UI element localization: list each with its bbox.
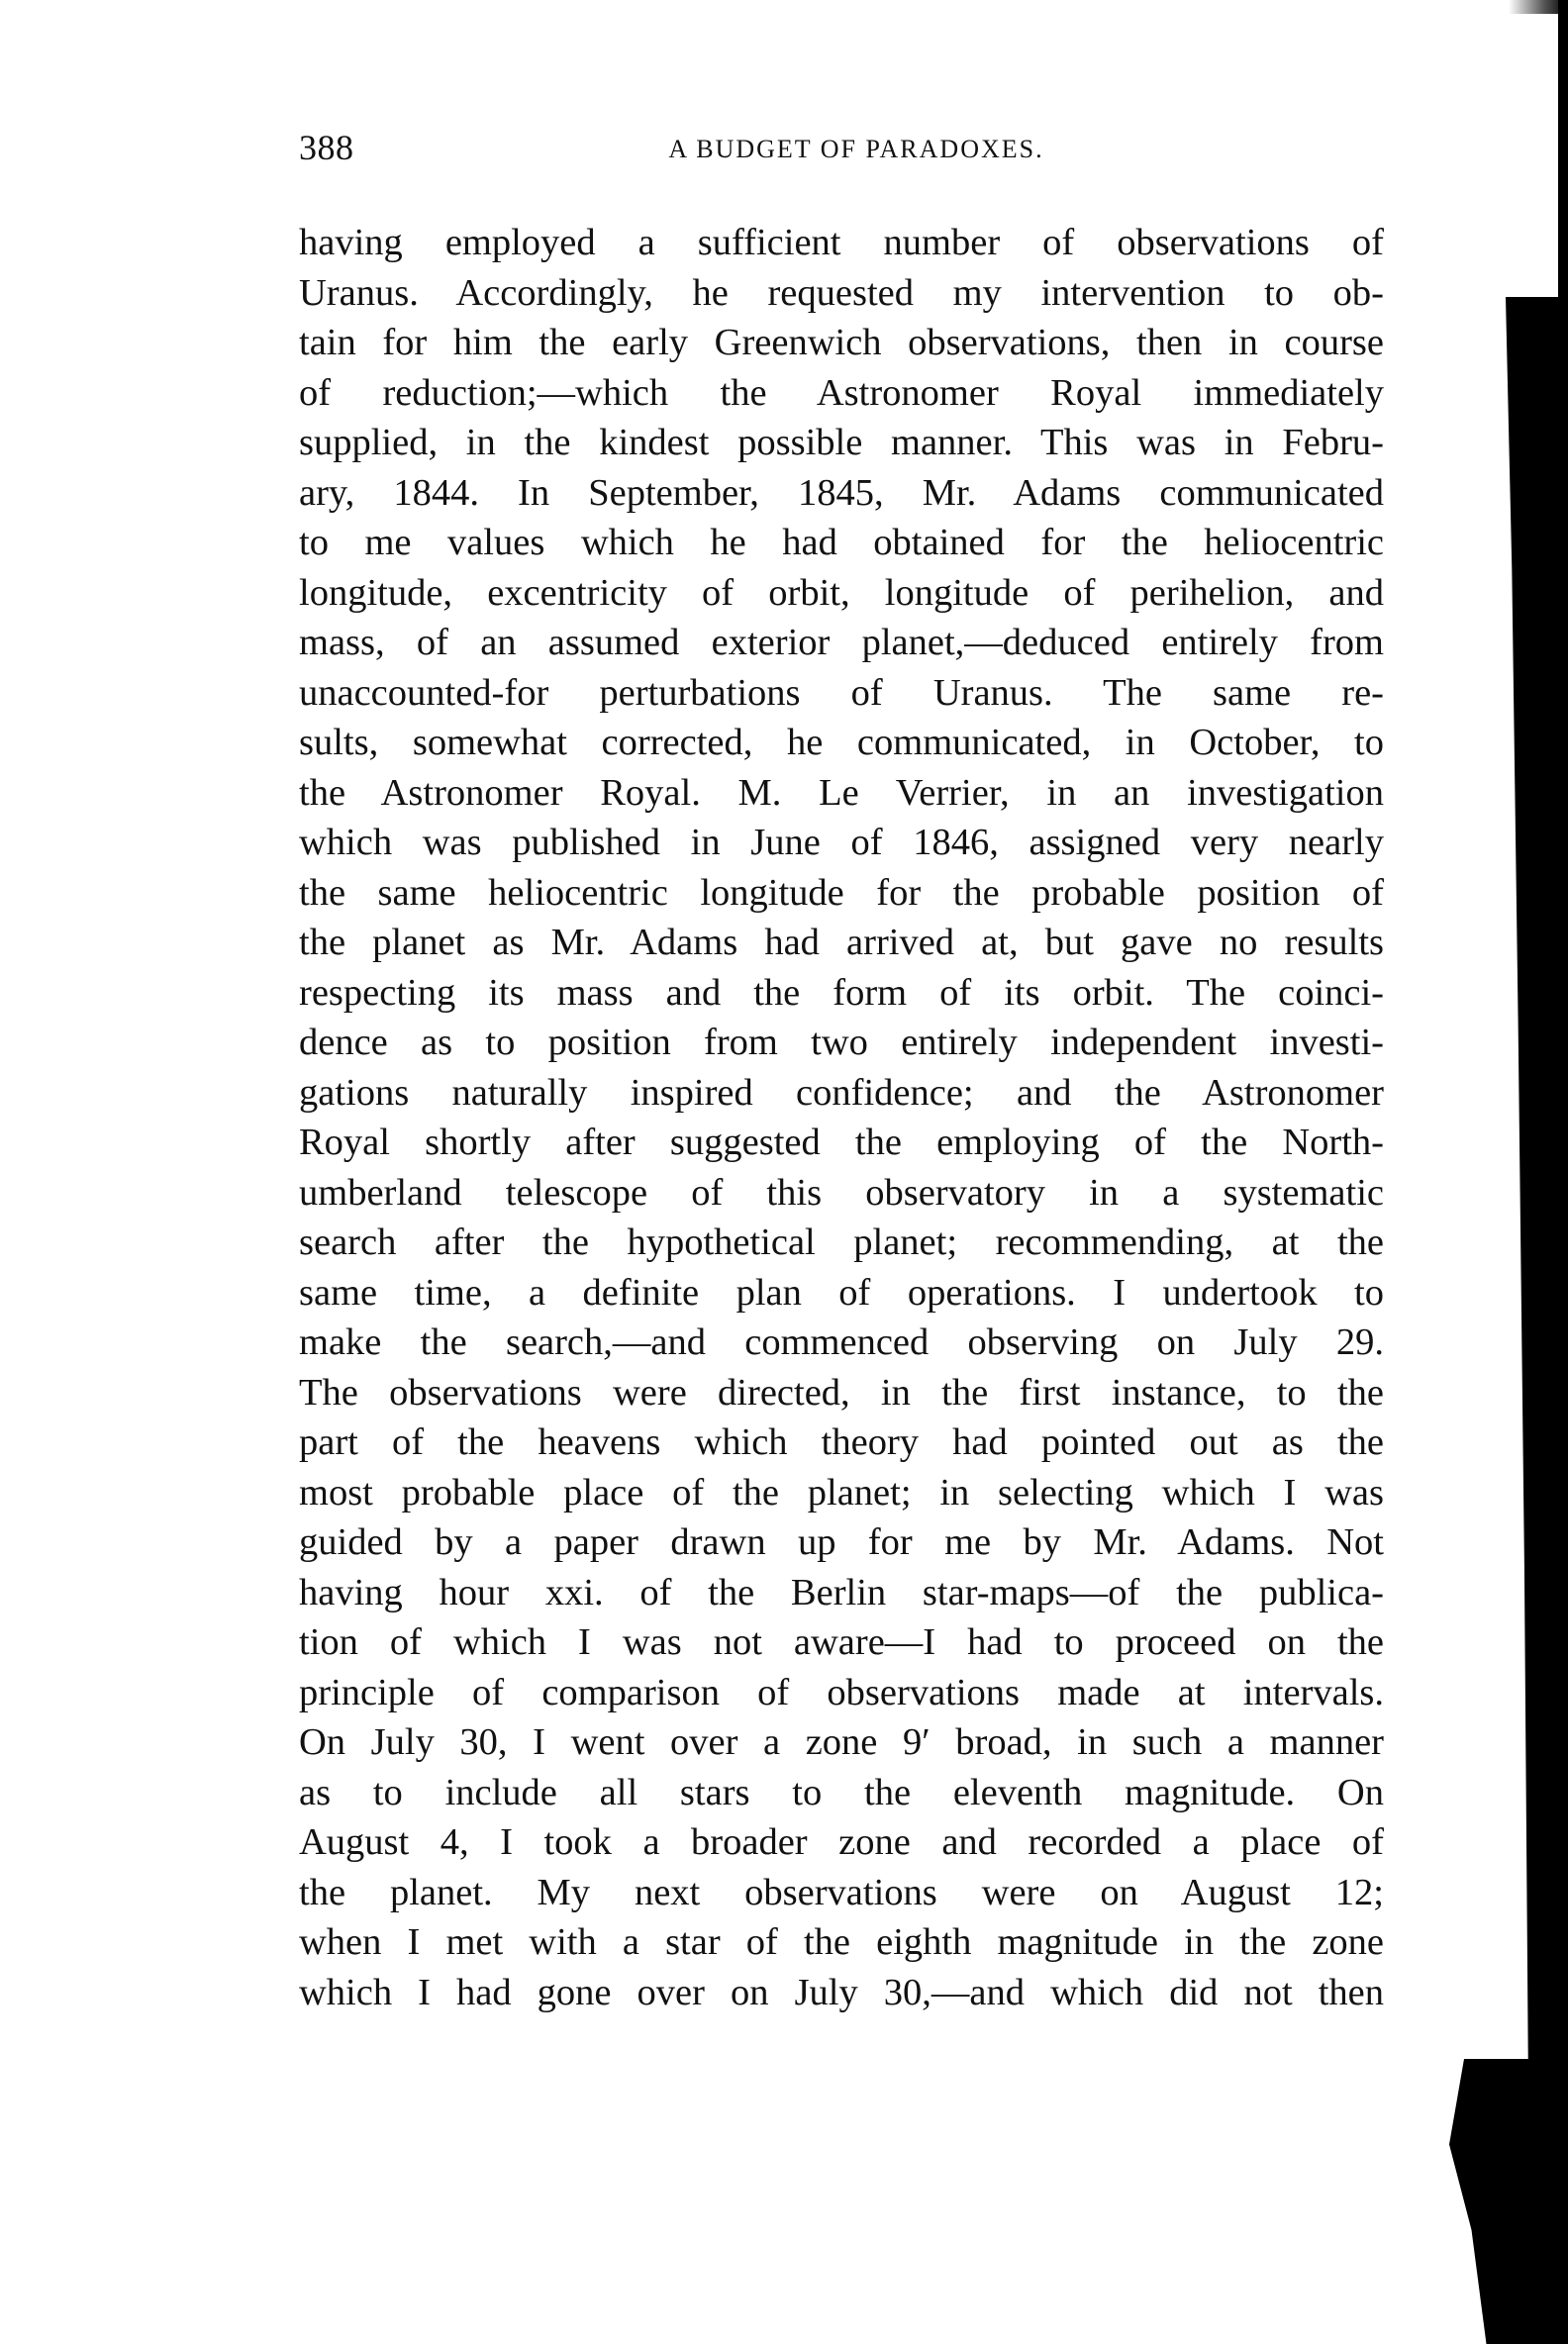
text-line: dence as to position from two entirely independent investi- xyxy=(299,1022,1384,1063)
text-line: supplied, in the kindest possible manner. This was in Febru- xyxy=(299,422,1384,463)
body-paragraph xyxy=(299,218,1384,2017)
text-line: tain for him the early Greenwich observations, then in course xyxy=(299,322,1384,363)
text-line: as to include all stars to the eleventh magnitude. On xyxy=(299,1771,1384,1813)
text-line: sults, somewhat corrected, he communicated, in October, to xyxy=(299,722,1384,763)
page-header xyxy=(299,127,1384,176)
text-line: the planet. My next observations were on August 12; xyxy=(299,1871,1384,1913)
text-line: same time, a definite plan of operations. I undertook to xyxy=(299,1271,1384,1314)
running-title: A BUDGET OF PARADOXES. xyxy=(668,135,1044,163)
text-line: August 4, I took a broader zone and recorded a place of xyxy=(299,1821,1384,1863)
text-line: principle of comparison of observations made at intervals. xyxy=(299,1671,1384,1713)
text-line: when I met with a star of the eighth magnitude in the zone xyxy=(299,1921,1384,1963)
scan-binding-shadow xyxy=(1420,2059,1568,2344)
text-line: most probable place of the planet; in selecting which I was xyxy=(299,1471,1384,1514)
text-line: umberland telescope of this observatory in a systematic xyxy=(299,1171,1384,1214)
text-line: unaccounted-for perturbations of Uranus. The same re- xyxy=(299,671,1384,714)
text-line: gations naturally inspired confidence; and the Astronomer xyxy=(299,1071,1384,1114)
text-line: On July 30, I went over a zone 9′ broad, in such a manner xyxy=(299,1721,1384,1763)
scan-binding-shadow xyxy=(1464,297,1568,2108)
text-line: having hour xxi. of the Berlin star-maps—of the publica- xyxy=(299,1571,1384,1613)
text-line: the planet as Mr. Adams had arrived at, but gave no results xyxy=(299,922,1384,963)
text-line: ary, 1844. In September, 1845, Mr. Adams communicated xyxy=(299,471,1384,514)
text-line: which I had gone over on July 30,—and which did not then xyxy=(299,1971,1384,2013)
text-line: respecting its mass and the form of its orbit. The coinci- xyxy=(299,971,1384,1014)
page-number: 388 xyxy=(299,128,354,167)
text-line: Royal shortly after suggested the employing of the North- xyxy=(299,1122,1384,1163)
scan-edge-shadow xyxy=(1558,0,1568,327)
text-line: part of the heavens which theory had pointed out as the xyxy=(299,1421,1384,1463)
text-line: having employed a sufficient number of observations of xyxy=(299,222,1384,263)
text-line: guided by a paper drawn up for me by Mr. Adams. Not xyxy=(299,1521,1384,1563)
text-line: mass, of an assumed exterior planet,—deduced entirely from xyxy=(299,622,1384,663)
text-line: Uranus. Accordingly, he requested my intervention to ob- xyxy=(299,271,1384,314)
text-line: to me values which he had obtained for the heliocentric xyxy=(299,522,1384,563)
text-line: make the search,—and commenced observing on July 29. xyxy=(299,1321,1384,1363)
text-line: longitude, excentricity of orbit, longitude of perihelion, and xyxy=(299,571,1384,614)
text-line: search after the hypothetical planet; recommending, at the xyxy=(299,1221,1384,1263)
text-line: tion of which I was not aware—I had to proceed on the xyxy=(299,1621,1384,1663)
text-line: the Astronomer Royal. M. Le Verrier, in an investigation xyxy=(299,771,1384,814)
text-line: of reduction;—which the Astronomer Royal immediately xyxy=(299,371,1384,414)
text-line: which was published in June of 1846, assigned very nearly xyxy=(299,822,1384,863)
text-line: The observations were directed, in the first instance, to the xyxy=(299,1371,1384,1414)
text-line: the same heliocentric longitude for the probable position of xyxy=(299,871,1384,914)
